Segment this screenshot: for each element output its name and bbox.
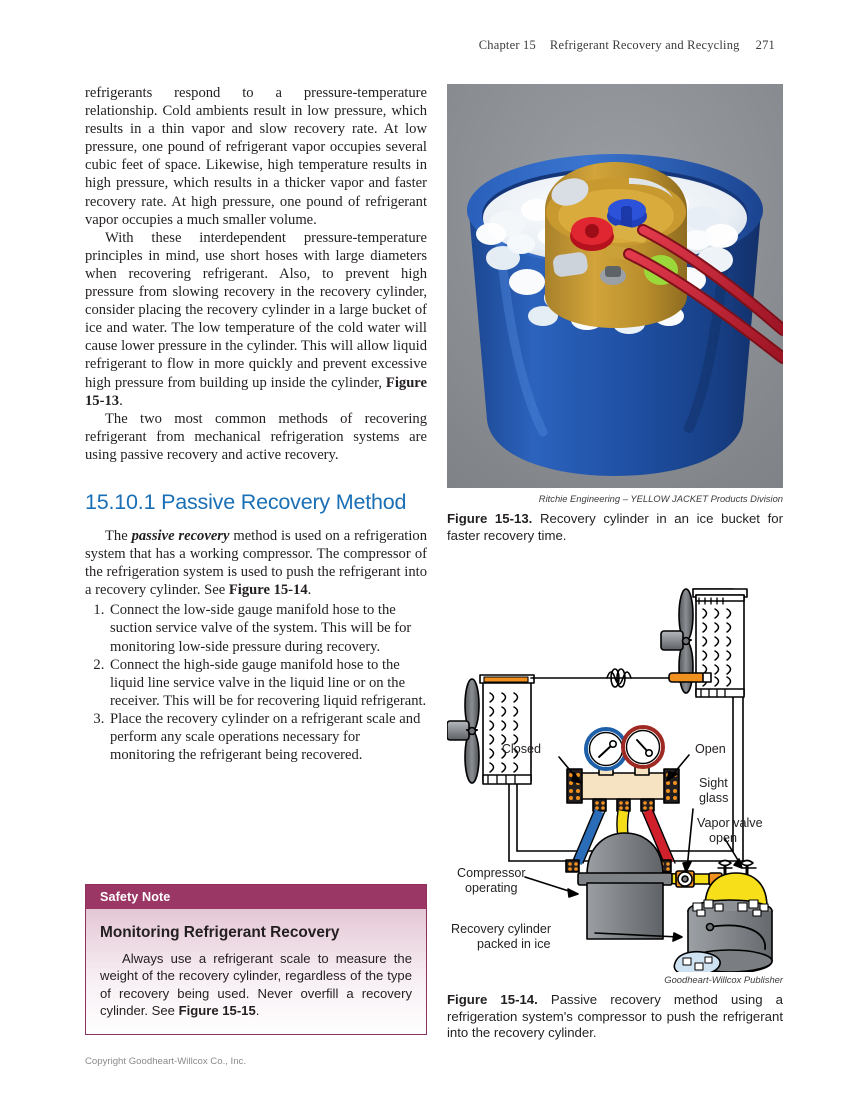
label-sight-glass-2: glass [699, 791, 729, 806]
label-open: Open [695, 742, 726, 757]
figure-15-14-credit: Goodheart-Willcox Publisher [664, 974, 783, 986]
page-number: 271 [755, 38, 775, 52]
figure-15-13-caption-label: Figure 15-13. [447, 511, 533, 526]
step-item: 2. Connect the high-side gauge manifold hose to the liquid line service valve in the liquid line or on the receiver. This will be for recovering liquid refrigerant. [108, 656, 427, 710]
paragraph-2-tail: . [119, 392, 123, 409]
label-closed: Closed [501, 742, 541, 757]
safety-note-body-tail: . [255, 1003, 260, 1019]
safety-note-box [85, 884, 427, 1035]
ice-bucket-photo-graphic [447, 84, 783, 488]
term-passive-recovery: passive recovery [131, 527, 230, 544]
figure-15-14-caption-label: Figure 15-14. [447, 992, 538, 1008]
safety-note-body [86, 942, 426, 1034]
section-intro-b: method is used on a refrigeration system that has a working compressor. The compressor of the refrigeration system is used to push the refrigerant into a recovery cylinder. See [85, 527, 427, 599]
label-vapor-valve-2: open [709, 831, 738, 846]
label-compressor-2: operating [465, 881, 518, 896]
section-intro-c: . [307, 582, 312, 599]
evaporator-coil [480, 675, 534, 784]
right-figure-column [447, 84, 783, 1042]
section-heading-15-10-1: 15.10.1 Passive Recovery Method [85, 489, 407, 514]
left-text-column [85, 84, 427, 764]
figure-ref-15-14: Figure 15-14 [228, 582, 308, 599]
label-vapor-valve-1: Vapor valve [697, 816, 763, 831]
footer-copyright: Copyright Goodheart-Willcox Co., Inc. [85, 1056, 247, 1067]
passive-recovery-schematic [447, 577, 783, 972]
safety-note-header: Safety Note [86, 885, 426, 909]
label-recovery-cylinder-1: Recovery cylinder [451, 922, 552, 937]
evaporator-fan [447, 679, 479, 783]
figure-15-14-caption-text: Passive recovery method using a refrigeration system's compressor to push the refrigerant into the recovery cylinder. [447, 992, 783, 1041]
safety-note-title: Monitoring Refrigerant Recovery [100, 924, 340, 941]
paragraph-2-text: With these interdependent pressure-temperature principles in mind, use short hoses with large diameters when recovering refrigerant. Also, to prevent high pressure from slowing recovery in the recovery cylinder, consider placing the recovery cylinder in a large bucket of ice and water. The low temperature of the cold water will cause lower pressure in the cylinder. This will allow liquid refrigerant to flow in more quickly and prevent excessive high pressure from building up inside the cylinder, [85, 229, 427, 391]
sight-glass [676, 871, 694, 887]
figure-ref-15-15: Figure 15-15 [178, 1003, 256, 1019]
paragraph-2 [85, 229, 427, 410]
label-recovery-cylinder-2: packed in ice [477, 937, 551, 952]
figure-15-13-photo [447, 84, 783, 488]
paragraph-1: refrigerants respond to a pressure-temperature relationship. Cold ambients result in low pressure, which results in a thin vapor and slow recovery rate. At low pressure, one pound of refrigerant vapor occupies several cubic feet of space. Likewise, high temperature results in high pressure, which results in a thicker vapor and faster recovery rate. At high pressure, one pound of refrigerant vapor occupies a much smaller volume. [85, 85, 427, 228]
section-intro-paragraph [85, 527, 427, 599]
gauge-manifold [567, 727, 679, 811]
label-sight-glass-1: Sight [699, 776, 728, 791]
running-head [479, 38, 775, 53]
running-head-chapter: Chapter 15 [478, 38, 536, 52]
paragraph-3: The two most common methods of recovering refrigerant from mechanical refrigeration systems are using passive recovery and active recovery. [85, 410, 427, 463]
safety-note-body-text: Always use a refrigerant scale to measure the weight of the recovery cylinder, regardless of the type of recovery being used. Never overfill a recovery cylinder. See [100, 951, 412, 1019]
passive-recovery-steps [85, 601, 427, 764]
figure-15-14-caption [447, 992, 783, 1042]
section-intro-a: The [105, 527, 132, 544]
figure-15-14-diagram [447, 577, 783, 972]
figure-15-13-credit: Ritchie Engineering – YELLOW JACKET Products Division [538, 493, 783, 504]
label-compressor-1: Compressor [457, 866, 526, 881]
figure-ref-15-13: Figure 15-13 [85, 374, 427, 409]
running-head-title: Refrigerant Recovery and Recycling [549, 38, 740, 52]
figure-15-13-caption-text: Recovery cylinder in an ice bucket for faster recovery time. [447, 511, 784, 543]
figure-15-13-caption [447, 511, 783, 544]
step-item: 1. Connect the low-side gauge manifold hose to the suction service valve of the system. This will be for monitoring low-side pressure during recovery. [108, 601, 427, 655]
step-item: 3. Place the recovery cylinder on a refrigerant scale and perform any scale operations necessary for monitoring the refrigerant being recovered. [108, 710, 427, 764]
